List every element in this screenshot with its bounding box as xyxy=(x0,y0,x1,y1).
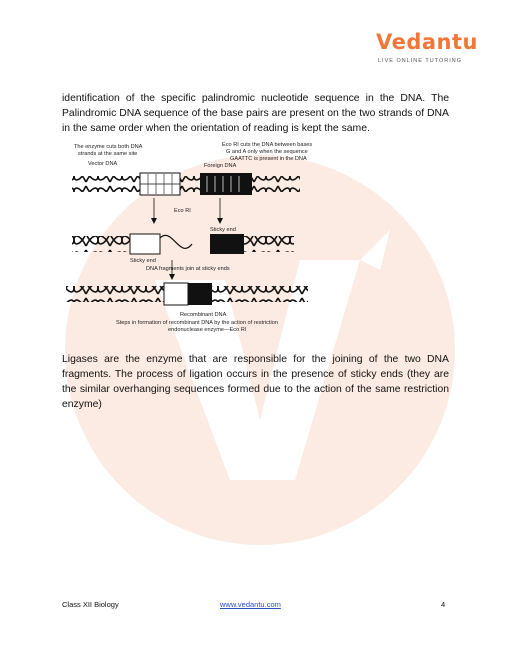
footer-website-link[interactable]: www.vedantu.com xyxy=(220,600,281,609)
fig-label-sticky-end-right: Sticky end xyxy=(210,227,236,233)
paragraph-palindromic: identification of the specific palindromic nucleotide sequence in the DNA. The Palindromic DNA sequence of the base pairs are present on the two strands of DNA in the same order when the orientation of reading is kept the same. xyxy=(62,93,449,134)
footer-class-label: Class XII Biology xyxy=(62,600,119,609)
cut-vector-helix xyxy=(72,236,130,252)
page-number: 4 xyxy=(441,600,446,609)
cut-foreign-helix xyxy=(244,236,294,252)
cut-foreign-end xyxy=(210,234,244,254)
foreign-dna-helix xyxy=(252,176,300,192)
fig-caption-2: endonuclease enzyme—Eco RI xyxy=(168,327,247,333)
fig-label-sticky-end-left: Sticky end xyxy=(130,258,156,264)
fig-label-ecori-3: GAATTC is present in the DNA xyxy=(230,156,307,162)
cut-vector-end xyxy=(130,234,160,254)
fig-label-eco: Eco RI xyxy=(174,208,191,214)
recombinant-helix-right xyxy=(212,286,308,302)
fig-label-recombinant: Recombinant DNA xyxy=(180,312,227,318)
fig-label-ecori-2: G and A only when the sequence xyxy=(226,149,308,155)
recombinant-helix-left xyxy=(66,286,164,302)
vedantu-logo xyxy=(376,30,476,70)
fig-label-vector: Vector DNA xyxy=(88,161,118,167)
logo-tagline: LIVE ONLINE TUTORING xyxy=(378,58,462,64)
logo-wordmark: Vedantu xyxy=(376,30,478,54)
recombinant-dna-figure xyxy=(62,136,450,352)
fig-label-enzyme-cuts-1: The enzyme cuts both DNA xyxy=(74,144,143,150)
paragraph-ligases: Ligases are the enzyme that are responsible for the joining of the two DNA fragments. The process of ligation occurs in the presence of sticky ends (they are the similar overhanging sequences formed due to the action of the same restriction enzyme) xyxy=(62,354,449,410)
vector-dna-helix-left xyxy=(72,176,140,192)
fig-label-foreign: Foreign DNA xyxy=(204,163,237,169)
fig-label-ecori-1: Eco RI cuts the DNA between bases xyxy=(222,142,313,148)
fig-caption-1: Steps in formation of recombinant DNA by the action of restriction xyxy=(116,320,278,326)
fig-label-enzyme-cuts-2: strands at the same site xyxy=(78,151,138,157)
fig-label-fragments: DNA fragments join at sticky ends xyxy=(146,266,230,272)
foreign-dna-site xyxy=(200,173,252,195)
